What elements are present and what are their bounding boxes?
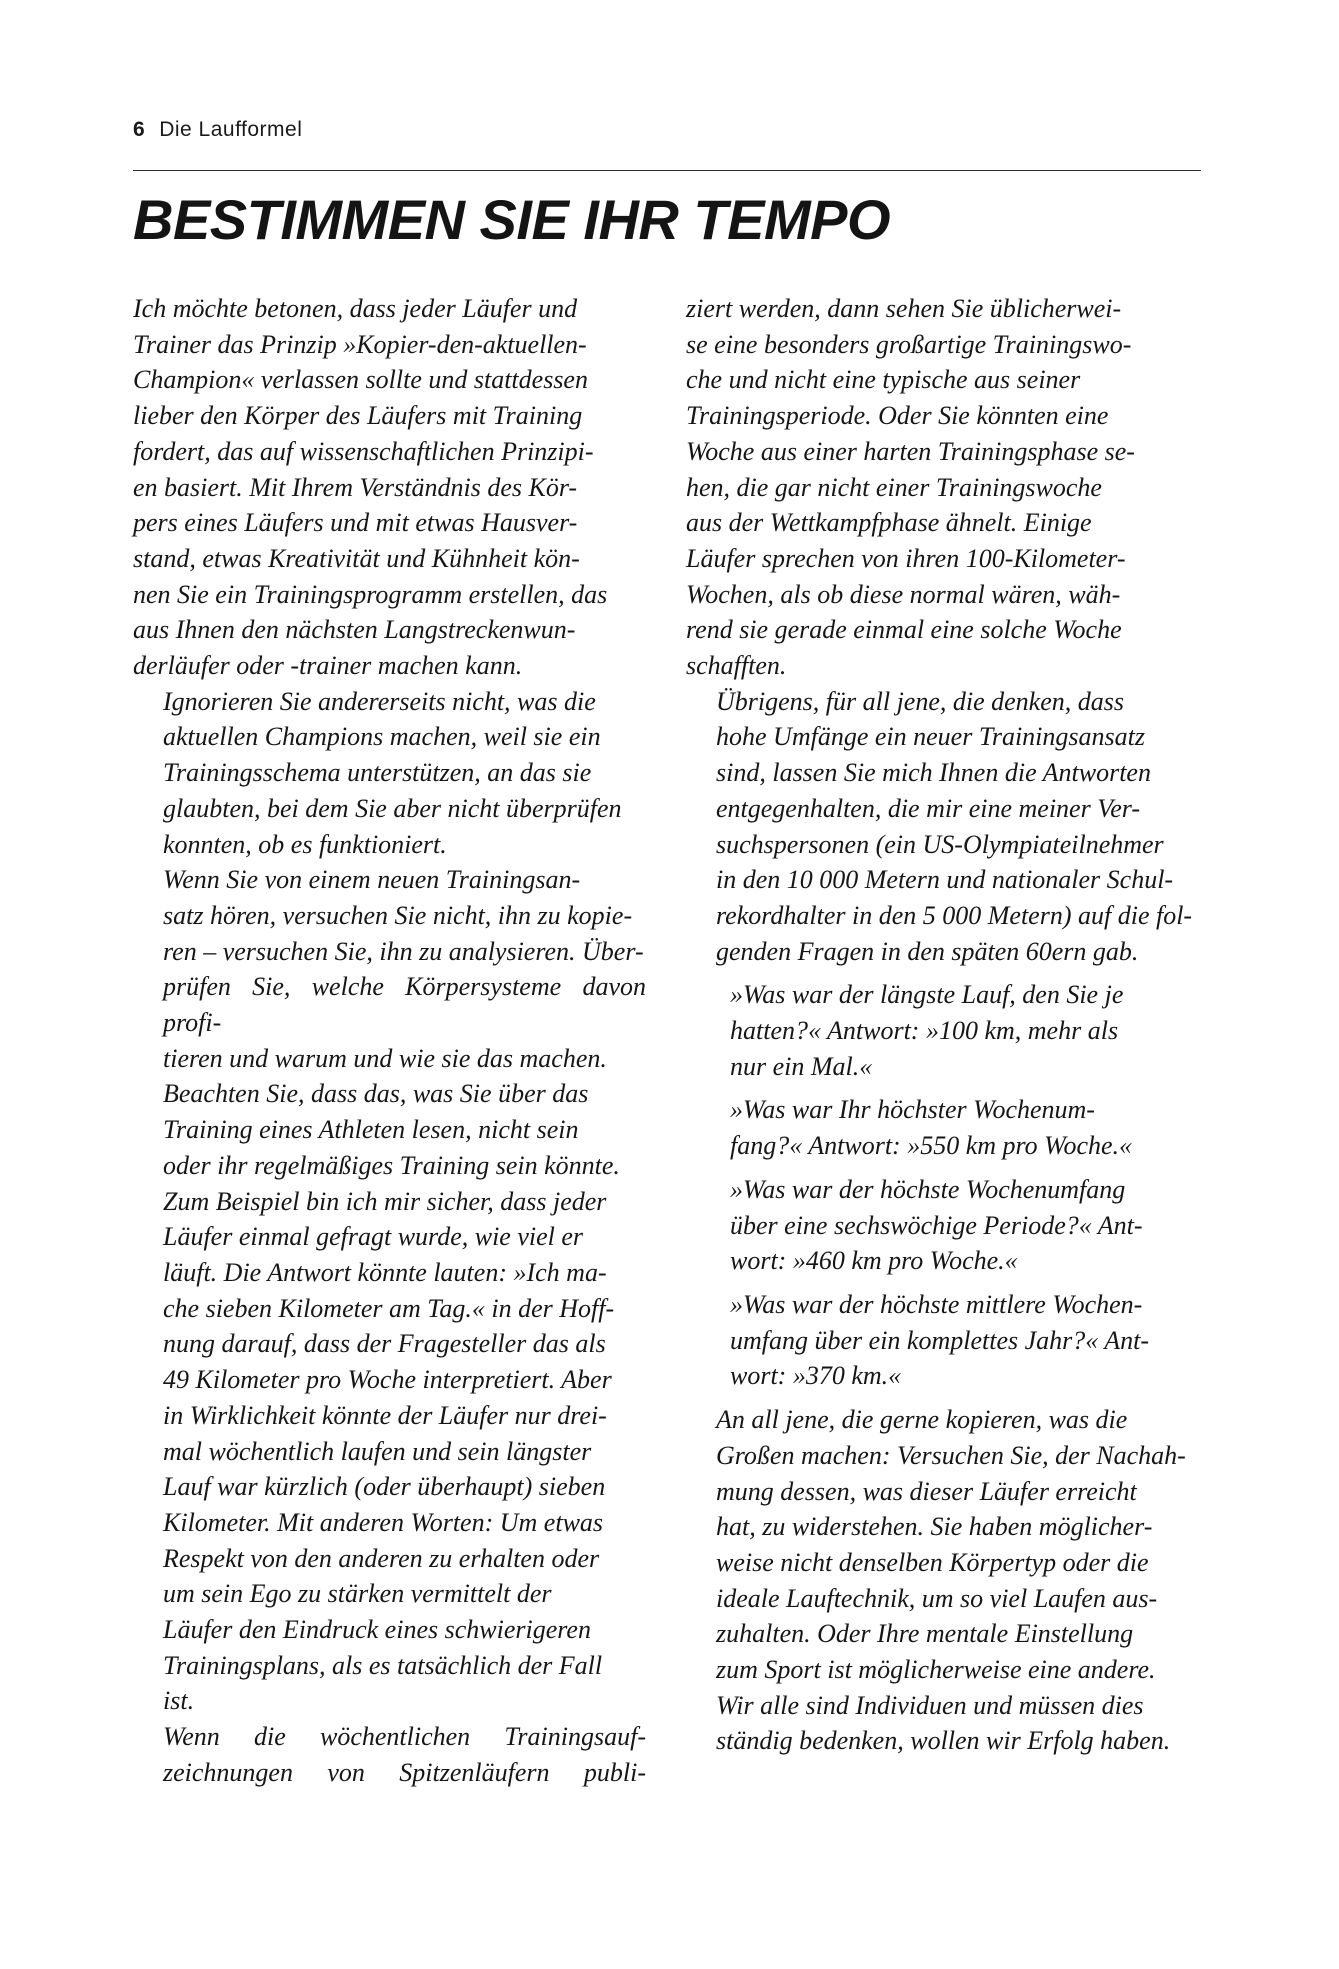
text-line: läuft. Die Antwort könnte lauten: »Ich ma- — [163, 1257, 607, 1287]
text-line: hatten?« Antwort: »100 km, mehr als — [730, 1016, 1119, 1046]
text-line: Läufer einmal gefragt wurde, wie viel er — [163, 1222, 584, 1252]
text-line: »Was war der höchste Wochenumfang — [730, 1174, 1126, 1204]
text-line: che und nicht eine typische aus seiner — [686, 365, 1081, 395]
interview-quote — [730, 1092, 1199, 1163]
paragraph — [686, 684, 1199, 970]
text-line: schafften. — [686, 651, 787, 681]
text-line: glaubten, bei dem Sie aber nicht überprüfen — [163, 793, 622, 823]
text-line: zum Sport ist möglicherweise eine andere. — [716, 1655, 1156, 1685]
paragraph — [133, 862, 646, 1076]
text-line: en basiert. Mit Ihrem Verständnis des Kör- — [133, 472, 578, 502]
text-line: in den 10 000 Metern und nationaler Schul- — [716, 865, 1174, 895]
text-line: Wenn Sie von einem neuen Trainingsan- — [163, 865, 581, 895]
text-line: aktuellen Champions machen, weil sie ein — [163, 722, 601, 752]
text-line: Wochen, als ob diese normal wären, wäh- — [686, 579, 1121, 609]
text-line: Übrigens, für all jene, die denken, dass — [716, 686, 1124, 716]
text-line: entgegenhalten, die mir eine meiner Ver- — [716, 793, 1141, 823]
interview-quote — [730, 977, 1199, 1084]
text-line: hat, zu widerstehen. Sie haben möglicher- — [716, 1512, 1153, 1542]
page-number: 6 — [133, 118, 146, 141]
text-line: aus Ihnen den nächsten Langstreckenwun- — [133, 615, 576, 645]
text-line: ren – versuchen Sie, ihn zu analysieren. Über- — [163, 936, 644, 966]
text-line: nung darauf, dass der Fragesteller das als — [163, 1329, 606, 1359]
chapter-title: BESTIMMEN SIE IHR TEMPO — [133, 188, 890, 251]
text-line: Trainingsschema unterstützen, an das sie — [163, 758, 592, 788]
text-line: nen Sie ein Trainingsprogramm erstellen, das — [133, 579, 608, 609]
text-line: hohe Umfänge ein neuer Trainingsansatz — [716, 722, 1145, 752]
text-line: in Wirklichkeit könnte der Läufer nur drei- — [163, 1400, 607, 1430]
text-line: 49 Kilometer pro Woche interpretiert. Aber — [163, 1365, 612, 1395]
header-rule — [133, 170, 1201, 171]
text-line: Läufer den Eindruck eines schwierigeren — [163, 1615, 591, 1645]
text-line: rend sie gerade einmal eine solche Woche — [686, 615, 1122, 645]
text-line: suchspersonen (ein US-Olympiateilnehmer — [716, 829, 1164, 859]
interview-quote — [730, 1172, 1199, 1279]
text-line: wort: »370 km.« — [730, 1361, 902, 1391]
paragraph — [133, 684, 646, 863]
text-line: ziert werden, dann sehen Sie üblicherwei- — [686, 294, 1122, 323]
text-line: se eine besonders großartige Trainingswo- — [686, 329, 1132, 359]
text-line: stand, etwas Kreativität und Kühnheit kön- — [133, 543, 580, 573]
text-line: Großen machen: Versuchen Sie, der Nachah- — [716, 1440, 1186, 1470]
text-line: hen, die gar nicht einer Trainingswoche — [686, 472, 1102, 502]
text-line: fordert, das auf wissenschaftlichen Prinzipi- — [133, 436, 594, 466]
text-line: zuhalten. Oder Ihre mentale Einstellung — [716, 1619, 1134, 1649]
text-line: »Was war der höchste mittlere Wochen- — [730, 1289, 1143, 1319]
text-line: fang?« Antwort: »550 km pro Woche.« — [730, 1131, 1133, 1161]
text-line: Wir alle sind Individuen und müssen dies — [716, 1690, 1144, 1720]
text-line: genden Fragen in den späten 60ern gab. — [716, 936, 1139, 966]
text-line: ist. — [163, 1686, 195, 1716]
paragraph — [133, 1719, 646, 1790]
interview-quote — [730, 1287, 1199, 1394]
text-line: pers eines Läufers und mit etwas Hausver- — [133, 508, 578, 538]
text-column-right — [686, 291, 1199, 1759]
text-line: ständig bedenken, wollen wir Erfolg haben. — [716, 1726, 1171, 1756]
text-line: Ich möchte betonen, dass jeder Läufer und — [133, 294, 578, 323]
text-line: Ignorieren Sie andererseits nicht, was die — [163, 686, 596, 716]
text-line: »Was war der längste Lauf, den Sie je — [730, 980, 1124, 1010]
text-line: ideale Lauftechnik, um so viel Laufen aus- — [716, 1583, 1158, 1613]
text-line: Lauf war kürzlich (oder überhaupt) sieben — [163, 1472, 606, 1502]
text-line: Trainingsplans, als es tatsächlich der Fall — [163, 1650, 603, 1680]
text-line: Woche aus einer harten Trainingsphase se- — [686, 436, 1135, 466]
text-line: Training eines Athleten lesen, nicht sein — [163, 1115, 579, 1145]
text-line: nur ein Mal.« — [730, 1051, 873, 1081]
running-title: Die Laufformel — [159, 118, 303, 141]
text-line: Respekt von den anderen zu erhalten oder — [163, 1543, 600, 1573]
text-line: prüfen Sie, welche Körpersysteme davon profi- — [163, 972, 646, 1038]
text-column-left — [133, 291, 646, 1791]
text-line: Trainingsperiode. Oder Sie könnten eine — [686, 401, 1109, 431]
text-line: derläufer oder -trainer machen kann. — [133, 651, 523, 681]
paragraph — [133, 1076, 646, 1719]
text-line: aus der Wettkampfphase ähnelt. Einige — [686, 508, 1092, 538]
text-line: che sieben Kilometer am Tag.« in der Hoff- — [163, 1293, 615, 1323]
text-line: mal wöchentlich laufen und sein längster — [163, 1436, 592, 1466]
running-head — [133, 118, 302, 142]
text-line: satz hören, versuchen Sie nicht, ihn zu kopie- — [163, 900, 633, 930]
text-line: Kilometer. Mit anderen Worten: Um etwas — [163, 1507, 604, 1537]
paragraph — [686, 1402, 1199, 1759]
text-line: Champion« verlassen sollte und stattdessen — [133, 365, 588, 395]
text-line: tieren und warum und wie sie das machen. — [163, 1043, 607, 1073]
text-line: wort: »460 km pro Woche.« — [730, 1246, 1018, 1276]
text-line: Trainer das Prinzip »Kopier-den-aktuellen- — [133, 329, 587, 359]
text-line: mung dessen, was dieser Läufer erreicht — [716, 1476, 1137, 1506]
text-line: konnten, ob es funktioniert. — [163, 829, 447, 859]
text-line: zeichnungen von Spitzenläufern publi- — [163, 1757, 646, 1787]
text-line: um sein Ego zu stärken vermittelt der — [163, 1579, 552, 1609]
text-line: »Was war Ihr höchster Wochenum- — [730, 1095, 1095, 1125]
text-line: über eine sechswöchige Periode?« Ant- — [730, 1210, 1143, 1240]
text-line: Wenn die wöchentlichen Trainingsauf- — [163, 1722, 646, 1752]
text-line: An all jene, die gerne kopieren, was die — [716, 1405, 1128, 1435]
text-line: weise nicht denselben Körpertyp oder die — [716, 1547, 1149, 1577]
text-line: lieber den Körper des Läufers mit Training — [133, 401, 583, 431]
text-line: Beachten Sie, dass das, was Sie über das — [163, 1079, 589, 1109]
paragraph — [686, 291, 1199, 684]
text-line: Läufer sprechen von ihren 100-Kilometer- — [686, 543, 1126, 573]
text-line: umfang über ein komplettes Jahr?« Ant- — [730, 1325, 1150, 1355]
paragraph — [133, 291, 646, 684]
text-line: rekordhalter in den 5 000 Metern) auf die fol- — [716, 900, 1193, 930]
text-line: sind, lassen Sie mich Ihnen die Antworten — [716, 758, 1151, 788]
text-line: Zum Beispiel bin ich mir sicher, dass jeder — [163, 1186, 607, 1216]
text-line: oder ihr regelmäßiges Training sein könnte. — [163, 1150, 620, 1180]
